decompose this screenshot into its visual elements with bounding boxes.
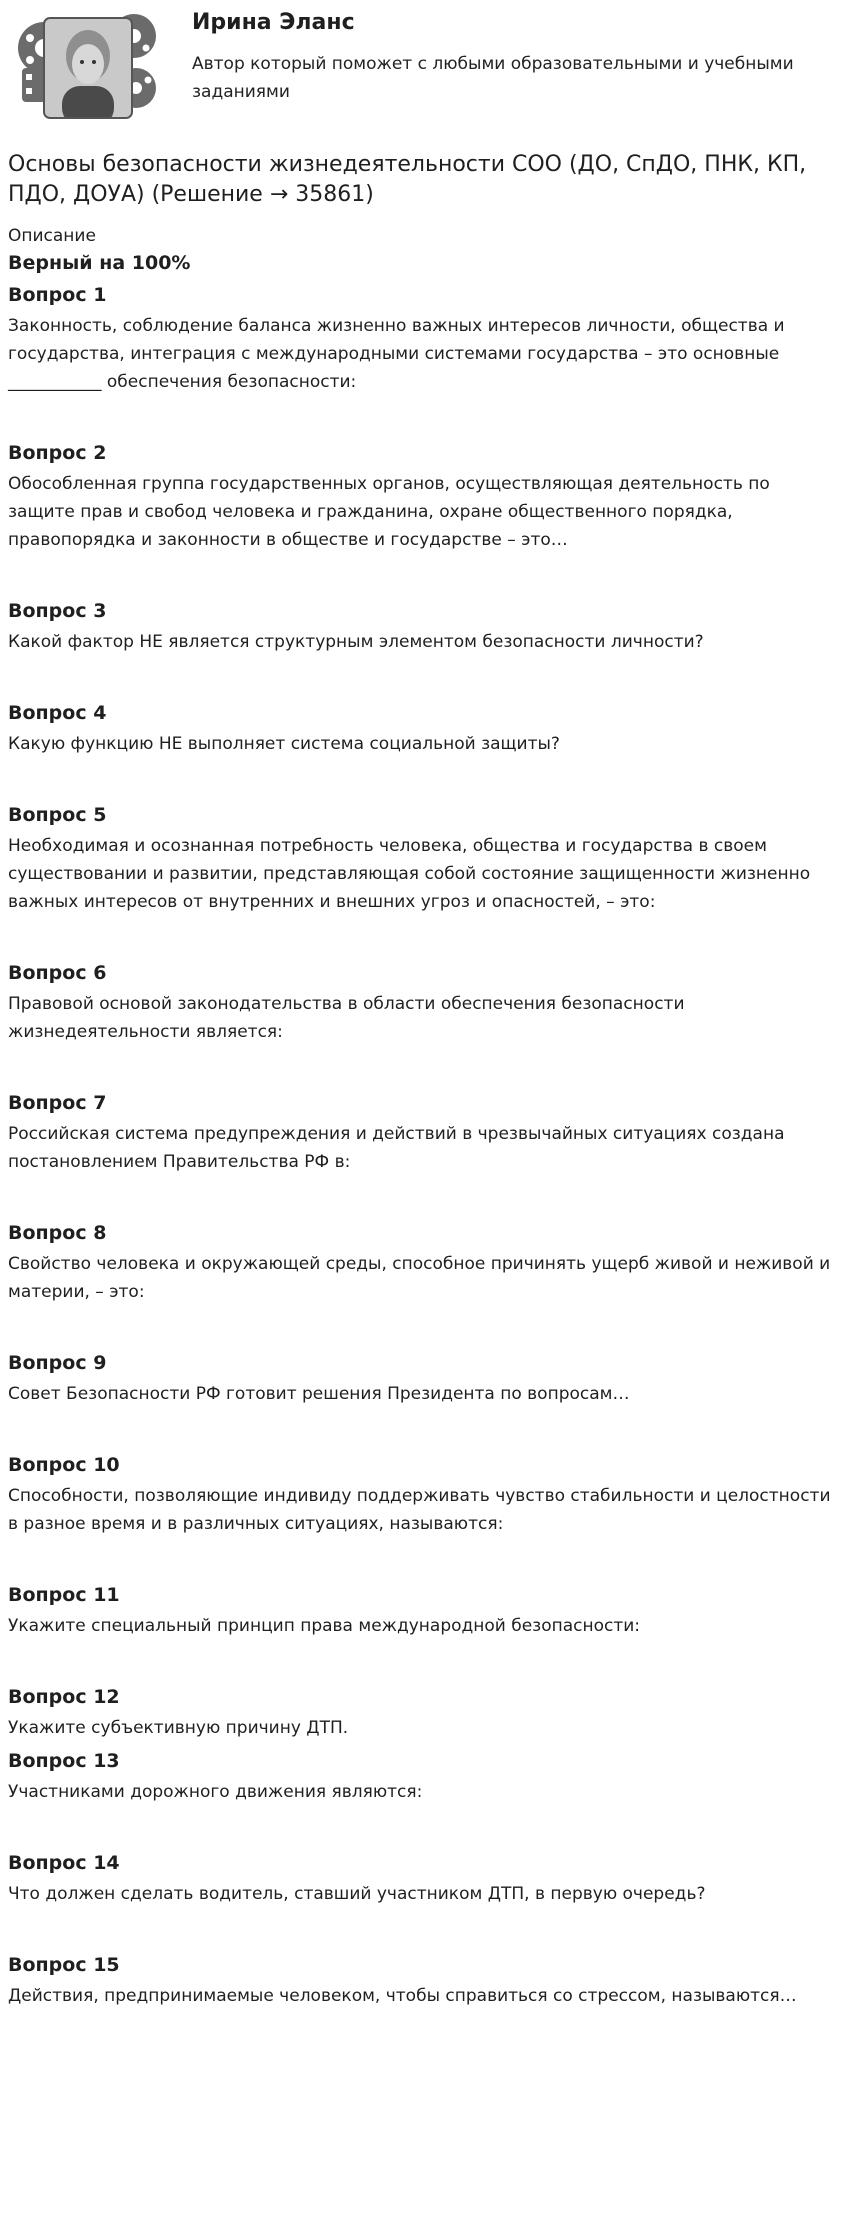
question-spacer [8, 1640, 839, 1678]
question-title: Вопрос 7 [8, 1092, 107, 1114]
question-text: Действия, предпринимаемые человеком, чтобы справиться со стрессом, называются… [8, 1986, 797, 2006]
question-spacer [8, 554, 839, 592]
question-text: Укажите специальный принцип права международной безопасности: [8, 1616, 641, 1636]
question-item [8, 1850, 839, 1946]
question-item [8, 440, 839, 592]
question-item [8, 282, 839, 434]
question-title: Вопрос 8 [8, 1222, 107, 1244]
question-item [8, 802, 839, 954]
question-spacer [8, 1806, 839, 1844]
question-text: Какую функцию НЕ выполняет система социальной защиты? [8, 734, 560, 754]
page-title: Основы безопасности жизнедеятельности СОО (ДО, СпДО, ПНК, КП, ПДО, ДОУА) (Решение → 35861) [8, 152, 807, 207]
question-text: Что должен сделать водитель, ставший участником ДТП, в первую очередь? [8, 1884, 706, 1904]
question-spacer [8, 1908, 839, 1946]
question-spacer [8, 1046, 839, 1084]
question-item [8, 1684, 839, 1742]
question-title: Вопрос 6 [8, 962, 107, 984]
question-text: Участниками дорожного движения являются: [8, 1782, 423, 1802]
question-text: Российская система предупреждения и действий в чрезвычайных ситуациях создана постановлением Правительства РФ в: [8, 1124, 785, 1172]
question-spacer [8, 1306, 839, 1344]
correct-label: Верный на 100% [8, 252, 191, 274]
question-item [8, 960, 839, 1084]
question-text: Законность, соблюдение баланса жизненно важных интересов личности, общества и государства, интеграция с международными системами государства – это основные ___________ обеспечения безопасности: [8, 316, 785, 392]
question-text: Необходимая и осознанная потребность человека, общества и государства в своем существовании и развитии, представляющая собой состояние защищенности жизненно важных интересов от внутренних и внешних угроз и опасностей, – это: [8, 836, 811, 912]
question-title: Вопрос 9 [8, 1352, 107, 1374]
question-item [8, 1090, 839, 1214]
question-item [8, 1350, 839, 1446]
question-item [8, 1220, 839, 1344]
question-item [8, 700, 839, 796]
question-item [8, 1952, 839, 2010]
description-label: Описание [8, 226, 96, 246]
question-spacer [8, 916, 839, 954]
question-item [8, 1452, 839, 1576]
question-title: Вопрос 1 [8, 284, 107, 306]
question-spacer [8, 656, 839, 694]
question-text: Совет Безопасности РФ готовит решения Президента по вопросам… [8, 1384, 630, 1404]
author-avatar[interactable] [16, 8, 161, 126]
question-spacer [8, 1538, 839, 1576]
question-spacer [8, 758, 839, 796]
question-item [8, 598, 839, 694]
question-title: Вопрос 13 [8, 1750, 120, 1772]
question-title: Вопрос 4 [8, 702, 107, 724]
question-text: Укажите субъективную причину ДТП. [8, 1718, 349, 1738]
question-text: Обособленная группа государственных органов, осуществляющая деятельность по защите прав и свобод человека и гражданина, охране общественного порядка, правопорядка и законности в обществе и государстве – это… [8, 474, 770, 550]
question-title: Вопрос 15 [8, 1954, 120, 1976]
question-title: Вопрос 3 [8, 600, 107, 622]
author-description: Автор который поможет с любыми образовательными и учебными заданиями [192, 54, 794, 102]
author-block [8, 0, 839, 140]
question-text: Правовой основой законодательства в области обеспечения безопасности жизнедеятельности является: [8, 994, 685, 1042]
author-name[interactable]: Ирина Эланс [192, 10, 355, 35]
questions-list [8, 282, 839, 2010]
question-item [8, 1582, 839, 1678]
question-title: Вопрос 12 [8, 1686, 120, 1708]
question-title: Вопрос 14 [8, 1852, 120, 1874]
question-text: Свойство человека и окружающей среды, способное причинять ущерб живой и неживой и материи, – это: [8, 1254, 831, 1302]
question-spacer [8, 1176, 839, 1214]
question-title: Вопрос 5 [8, 804, 107, 826]
question-text: Какой фактор НЕ является структурным элементом безопасности личности? [8, 632, 704, 652]
question-spacer [8, 396, 839, 434]
question-item [8, 1748, 839, 1844]
question-spacer [8, 1408, 839, 1446]
question-title: Вопрос 10 [8, 1454, 120, 1476]
question-text: Способности, позволяющие индивиду поддерживать чувство стабильности и целостности в разное время и в различных ситуациях, называются: [8, 1486, 831, 1534]
question-title: Вопрос 2 [8, 442, 107, 464]
question-title: Вопрос 11 [8, 1584, 120, 1606]
